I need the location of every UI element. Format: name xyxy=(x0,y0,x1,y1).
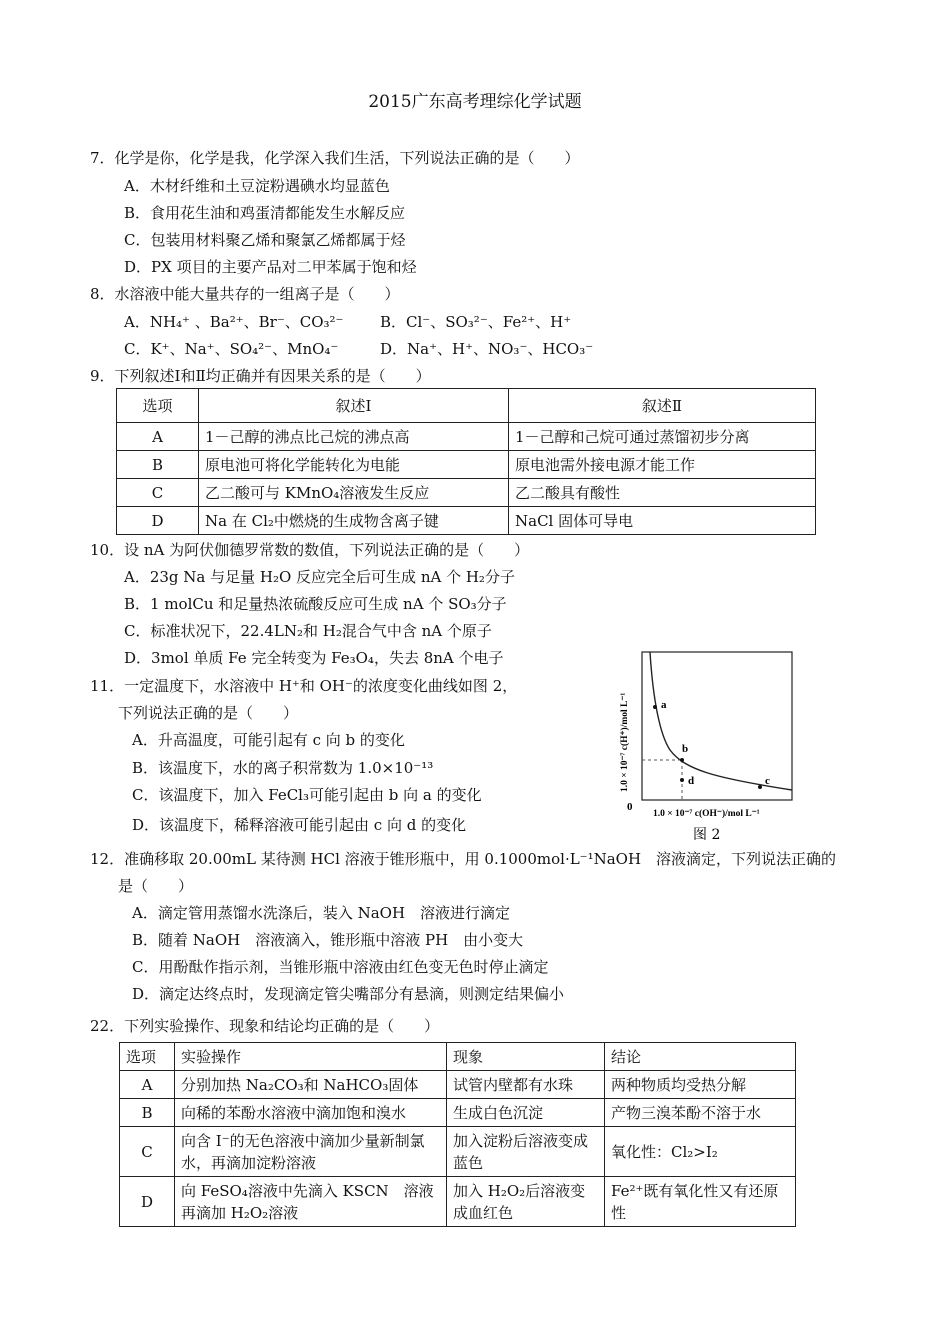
table-row xyxy=(120,1099,796,1127)
point-d xyxy=(680,778,684,782)
q12-option-c: C．用酚酞作指示剂，当锥形瓶中溶液由红色变无色时停止滴定 xyxy=(132,958,549,976)
question-9-stem: 9．下列叙述Ⅰ和Ⅱ均正确并有因果关系的是（ ） xyxy=(90,367,431,385)
question-12-stem: 12．准确移取 20.00mL 某待测 HCl 溶液于锥形瓶中，用 0.1000mol·L⁻¹NaOH 溶液滴定，下列说法正确的 xyxy=(90,850,837,868)
table-header-cell: 实验操作 xyxy=(175,1043,447,1071)
question-8-stem: 8．水溶液中能大量共存的一组离子是（ ） xyxy=(90,285,400,303)
ion-concentration-curve xyxy=(605,640,805,850)
question-11-stem: 11．一定温度下，水溶液中 H⁺和 OH⁻的浓度变化曲线如图 2， xyxy=(90,677,518,695)
q7-option-b: B．食用花生油和鸡蛋清都能发生水解反应 xyxy=(124,204,406,222)
question-10-stem: 10．设 nA 为阿伏伽德罗常数的数值，下列说法正确的是（ ） xyxy=(90,541,530,559)
q9-table xyxy=(116,388,816,535)
table-cell: 向含 I⁻的无色溶液中滴加少量新制氯水，再滴加淀粉溶液 xyxy=(175,1127,447,1177)
table-cell: A xyxy=(117,423,199,451)
q12-option-b: B．随着 NaOH 溶液滴入，锥形瓶中溶液 PH 由小变大 xyxy=(132,931,524,949)
curve-line xyxy=(650,652,792,790)
q8-option-c: C．K⁺、Na⁺、SO₄²⁻、MnO₄⁻ xyxy=(124,340,339,358)
table-cell: 1－己醇和己烷可通过蒸馏初步分离 xyxy=(509,423,816,451)
table-header-cell: 现象 xyxy=(447,1043,605,1071)
table-row xyxy=(120,1177,796,1227)
question-11-stem-cont: 下列说法正确的是（ ） xyxy=(118,704,299,722)
origin-label: 0 xyxy=(627,801,633,813)
table-cell: A xyxy=(120,1071,175,1099)
table-cell: D xyxy=(117,507,199,535)
question-7-stem: 7．化学是你，化学是我，化学深入我们生活，下列说法正确的是（ ） xyxy=(90,149,580,167)
figure-caption: 图 2 xyxy=(693,827,721,843)
q12-option-a: A．滴定管用蒸馏水洗涤后，装入 NaOH 溶液进行滴定 xyxy=(132,904,511,922)
table-cell: 乙二酸可与 KMnO₄溶液发生反应 xyxy=(199,479,509,507)
table-header-cell: 选项 xyxy=(120,1043,175,1071)
table-cell: 氧化性：Cl₂>I₂ xyxy=(605,1127,796,1177)
q8-option-a: A．NH₄⁺ 、Ba²⁺、Br⁻、CO₃²⁻ xyxy=(124,313,344,331)
table-cell: 向 FeSO₄溶液中先滴入 KSCN 溶液再滴加 H₂O₂溶液 xyxy=(175,1177,447,1227)
table-header-cell: 选项 xyxy=(117,389,199,423)
table-row xyxy=(117,479,816,507)
q7-option-a: A．木材纤维和土豆淀粉遇碘水均显蓝色 xyxy=(124,177,390,195)
table-header-cell: 叙述Ⅰ xyxy=(199,389,509,423)
point-d-label: d xyxy=(688,775,695,787)
point-a-label: a xyxy=(661,699,667,711)
table-cell: 原电池可将化学能转化为电能 xyxy=(199,451,509,479)
table-cell: 两种物质均受热分解 xyxy=(605,1071,796,1099)
q10-option-b: B．1 molCu 和足量热浓硫酸反应可生成 nA 个 SO₃分子 xyxy=(124,595,507,613)
table-cell: 加入淀粉后溶液变成蓝色 xyxy=(447,1127,605,1177)
q11-option-b: B．该温度下，水的离子积常数为 1.0×10⁻¹³ xyxy=(132,759,434,777)
question-22-stem: 22．下列实验操作、现象和结论均正确的是（ ） xyxy=(90,1017,440,1035)
q8-option-d: D．Na⁺、H⁺、NO₃⁻、HCO₃⁻ xyxy=(380,340,594,358)
table-header-row xyxy=(117,389,816,423)
table-cell: 向稀的苯酚水溶液中滴加饱和溴水 xyxy=(175,1099,447,1127)
table-row xyxy=(120,1071,796,1099)
point-b xyxy=(680,758,684,762)
table-cell: 产物三溴苯酚不溶于水 xyxy=(605,1099,796,1127)
x-axis-label: 1.0 × 10⁻⁷ c(OH⁻)/mol L⁻¹ xyxy=(653,809,760,819)
q7-option-d: D．PX 项目的主要产品对二甲苯属于饱和烃 xyxy=(124,258,417,276)
q10-option-c: C．标准状况下，22.4LN₂和 H₂混合气中含 nA 个原子 xyxy=(124,622,492,640)
table-cell: Fe²⁺既有氧化性又有还原性 xyxy=(605,1177,796,1227)
table-cell: 原电池需外接电源才能工作 xyxy=(509,451,816,479)
table-cell: C xyxy=(120,1127,175,1177)
figure-2 xyxy=(605,640,805,854)
table-cell: C xyxy=(117,479,199,507)
q12-option-d: D．滴定达终点时，发现滴定管尖嘴部分有悬滴，则测定结果偏小 xyxy=(132,985,565,1003)
q10-option-d: D．3mol 单质 Fe 完全转变为 Fe₃O₄，失去 8nA 个电子 xyxy=(124,649,504,667)
table-row xyxy=(117,451,816,479)
table-cell: NaCl 固体可导电 xyxy=(509,507,816,535)
q7-option-c: C．包装用材料聚乙烯和聚氯乙烯都属于烃 xyxy=(124,231,406,249)
table-cell: B xyxy=(117,451,199,479)
table-row xyxy=(117,423,816,451)
table-cell: 分别加热 Na₂CO₃和 NaHCO₃固体 xyxy=(175,1071,447,1099)
point-a xyxy=(653,705,657,709)
table-cell: D xyxy=(120,1177,175,1227)
q22-table xyxy=(119,1042,796,1227)
table-cell: 乙二酸具有酸性 xyxy=(509,479,816,507)
point-c xyxy=(758,785,762,789)
table-row xyxy=(120,1127,796,1177)
q8-option-b: B．Cl⁻、SO₃²⁻、Fe²⁺、H⁺ xyxy=(380,313,572,331)
q10-option-a: A．23g Na 与足量 H₂O 反应完全后可生成 nA 个 H₂分子 xyxy=(124,568,515,586)
table-header-cell: 叙述Ⅱ xyxy=(509,389,816,423)
page-title: 2015广东高考理综化学试题 xyxy=(368,92,582,112)
table-cell: Na 在 Cl₂中燃烧的生成物含离子键 xyxy=(199,507,509,535)
table-cell: 试管内壁都有水珠 xyxy=(447,1071,605,1099)
point-c-label: c xyxy=(765,775,770,787)
table-header-cell: 结论 xyxy=(605,1043,796,1071)
q11-option-a: A．升高温度，可能引起有 c 向 b 的变化 xyxy=(132,731,405,749)
table-row xyxy=(117,507,816,535)
table-header-row xyxy=(120,1043,796,1071)
question-12-stem-cont: 是（ ） xyxy=(118,877,194,895)
point-b-label: b xyxy=(682,743,689,755)
table-cell: B xyxy=(120,1099,175,1127)
table-cell: 生成白色沉淀 xyxy=(447,1099,605,1127)
table-cell: 加入 H₂O₂后溶液变成血红色 xyxy=(447,1177,605,1227)
table-cell: 1－己醇的沸点比己烷的沸点高 xyxy=(199,423,509,451)
q11-option-d: D．该温度下，稀释溶液可能引起由 c 向 d 的变化 xyxy=(132,816,467,834)
y-axis-label: 1.0 × 10⁻⁷ c(H⁺)/mol L⁻¹ xyxy=(620,692,630,792)
q11-option-c: C．该温度下，加入 FeCl₃可能引起由 b 向 a 的变化 xyxy=(132,786,482,804)
